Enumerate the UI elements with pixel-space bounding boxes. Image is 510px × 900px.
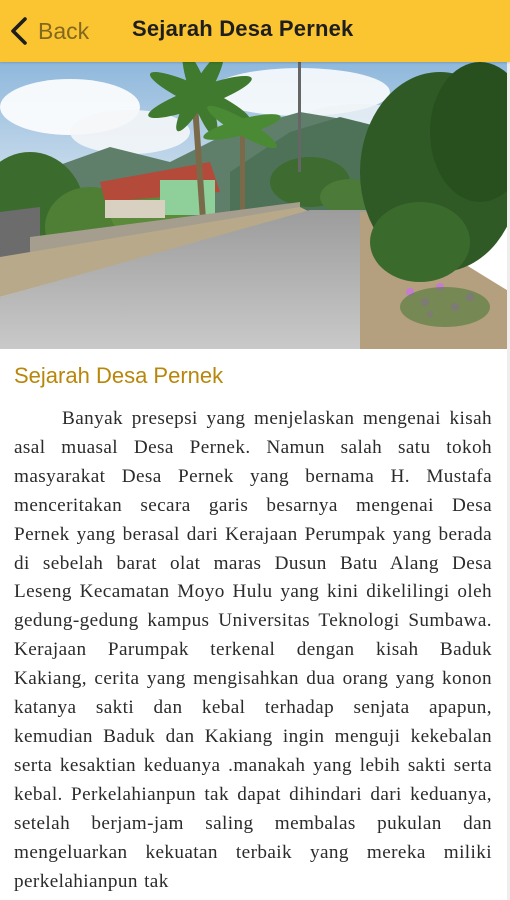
article-body: Banyak presepsi yang menjelaskan mengenai kisah asal muasal Desa Pernek. Namun salah satu tokoh masyarakat Desa Pernek yang bernama H. Mustafa menceritakan secara garis besarnya mengenai Desa Pernek yang berasal dari Kerajaan Perumpak yang berada di sebelah barat olat maras Dusun Batu Alang Desa Leseng Kecamatan Moyo Hulu yang kini dikelilingi oleh gedung-gedung kampus Universitas Teknologi Sumbawa. Kerajaan Parumpak terkenal dengan kisah Baduk Kakiang, cerita yang mengisahkan dua orang yang konon katanya sakti dan kebal terhadap senjata apapun, kemudian Baduk dan Kakiang ingin menguji kekebalan serta kesaktian keduanya .manakah yang lebih sakti serta kebal. Perkelahianpun tak dapat dihindari dari keduanya, setelah berjam-jam saling membalas pukulan dan mengeluarkan kekuatan terbaik yang mereka miliki perkelahianpun tak [14, 408, 492, 892]
village-road-image [0, 62, 510, 349]
article-section [0, 349, 510, 900]
back-button[interactable] [8, 12, 89, 50]
page-title: Sejarah Desa Pernek [132, 16, 354, 41]
article-heading: Sejarah Desa Pernek [14, 363, 224, 388]
hero-photo [0, 62, 510, 349]
back-label[interactable]: Back [38, 17, 90, 44]
app-header [0, 0, 510, 62]
chevron-left-icon [8, 16, 30, 46]
